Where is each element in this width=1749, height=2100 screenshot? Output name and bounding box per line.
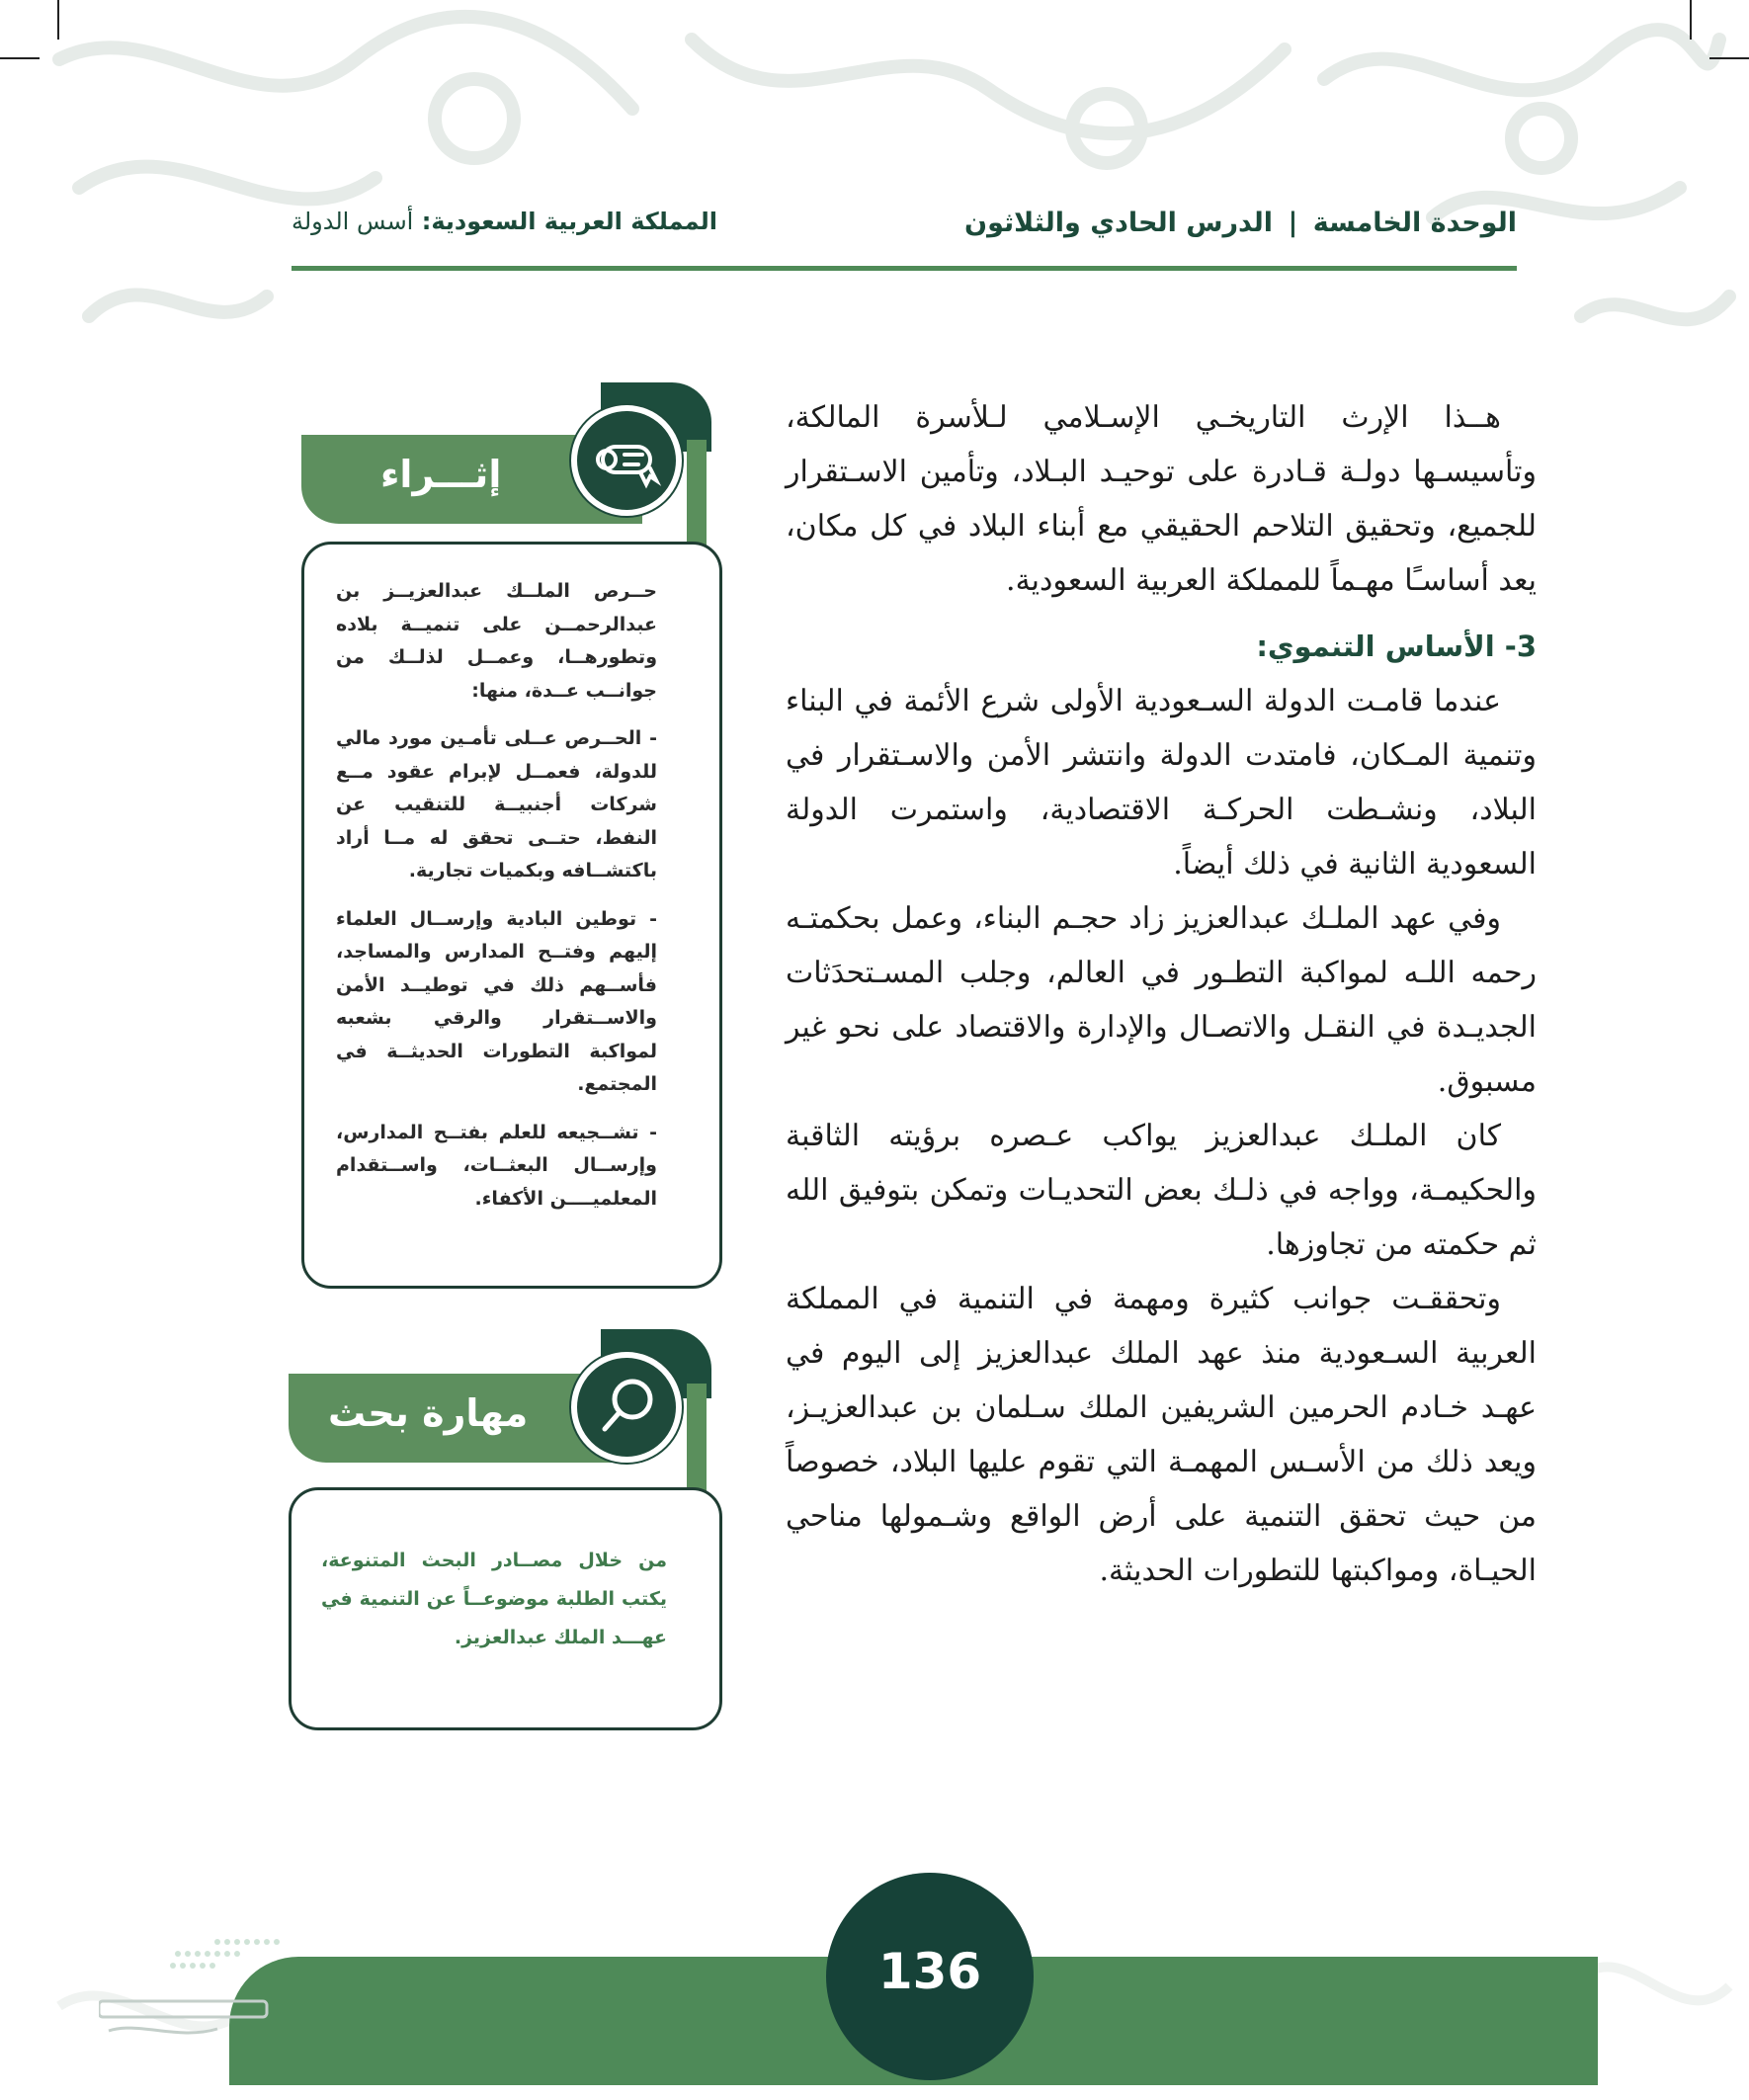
- main-text-column: [786, 390, 1537, 1598]
- crop-mark: [57, 0, 59, 40]
- header-topic-name: أسس الدولة: [292, 208, 414, 235]
- magnifier-icon: [577, 1358, 676, 1457]
- header-divider: [292, 266, 1517, 271]
- research-content: من خلال مصــادر البحث المتنوعة، يكتب الطلبة موضوعــاً عن التنمية في عهـــد الملك عبدالعزيز.: [321, 1550, 667, 1648]
- crop-mark: [0, 57, 40, 59]
- enrichment-content: [336, 575, 657, 1230]
- section-heading: 3- الأساس التنموي:: [1256, 630, 1537, 663]
- header-subject: المملكة العربية السعودية:: [421, 208, 717, 235]
- paragraph: وفي عهد الملـك عبدالعزيز زاد حجـم البناء، وعمل بحكمتـه رحمه اللـه لمواكبة التطـور في العالم، وجلب المسـتحدَثات الجديـدة في النقـل والاتصـال والإدارة والاقتصاد على نحو غير مسبوق.: [786, 901, 1537, 1099]
- paragraph: عندما قامـت الدولة السـعودية الأولى شرع الأئمة في البناء وتنمية المـكان، فامتدت الدولة وانتشر الأمن والاسـتقرار في البلاد، ونشـطت الحركـة الاقتصادية، واستمرت الدولة السعودية الثانية في ذلك أيضاً.: [786, 684, 1537, 882]
- enrichment-point: - توطين البادية وإرســال العلماء إليهم وفتــح المدارس والمساجد، فأســهم ذلك في توطيــد الأمن والاســتقرار والرقي بشعبه لمواكبة التطورات الحديثــة في المجتمع.: [336, 907, 657, 1095]
- crop-mark: [1690, 0, 1692, 40]
- enrichment-icon-badge: [571, 405, 682, 516]
- ministry-logo-watermark: [99, 1922, 296, 2060]
- paragraph: هــذا الإرث التاريخـي الإسـلامي لـلأسرة المالكة، وتأسيسـها دولـة قـادرة على توحيـد البـلاد، وتأمين الاسـتقرار للجميع، وتحقيق التلاحم الحقيقي مع أبناء البلاد في كل مكان، يعد أساسـًا مهـماً للمملكة العربية السعودية.: [786, 400, 1537, 598]
- enrichment-title: إثـــراء: [380, 453, 502, 496]
- header-unit: الوحدة الخامسة: [1312, 208, 1517, 238]
- crop-mark: [1709, 57, 1749, 59]
- header-separator: |: [1288, 208, 1298, 238]
- page-number: 136: [826, 1873, 1034, 2080]
- paragraph: كان الملـك عبدالعزيز يواكب عـصره برؤيته الثاقبة والحكيمـة، وواجه في ذلـك بعض التحديـات وتمكن بتوفيق الله ثم حكمته من تجاوزها.: [786, 1119, 1537, 1262]
- enrichment-point: - تشــجيعه للعلم بفتــح المدارس، وإرســال البعثــات، واســتقدام المعلميــــن الأكفاء.: [336, 1121, 657, 1210]
- research-title: مهارة بحث: [328, 1391, 529, 1435]
- enrichment-point: - الحــرص عــلى تأمـين مورد مالي للدولة، فعمــل لإبرام عقود مــع شركات أجنبيــة للتنقيب عن النفط، حتــى تحقق له مــا أراد باكتشــافه وبكميات تجارية.: [336, 727, 657, 882]
- header-lesson: الدرس الحادي والثلاثون: [964, 208, 1274, 238]
- paragraph: وتحققـت جوانب كثيرة ومهمة في التنمية في المملكة العربية السـعودية منذ عهد الملك عبدالعزيز إلى اليوم في عهـد خـادم الحرمين الشريفين الملك سـلمان بن عبدالعزيـز، ويعد ذلك من الأسـس المهمـة التي تقوم عليها البلاد، خصوصاً من حيث تحقق التنمية على أرض الواقع وشـمولها مناحي الحيـاة، ومواكبتها للتطورات الحديثة.: [786, 1282, 1537, 1588]
- header-topic: [292, 208, 717, 235]
- header-unit-lesson: [964, 208, 1517, 238]
- scroll-icon: [577, 411, 676, 510]
- enrichment-intro: حــرص الملــك عبدالعزيــز بن عبدالرحمــن على تنميــة بلاده وتطورهــا، وعمــل لذلــك من جوانــب عــدة، منها:: [336, 580, 657, 702]
- research-icon-badge: [571, 1352, 682, 1463]
